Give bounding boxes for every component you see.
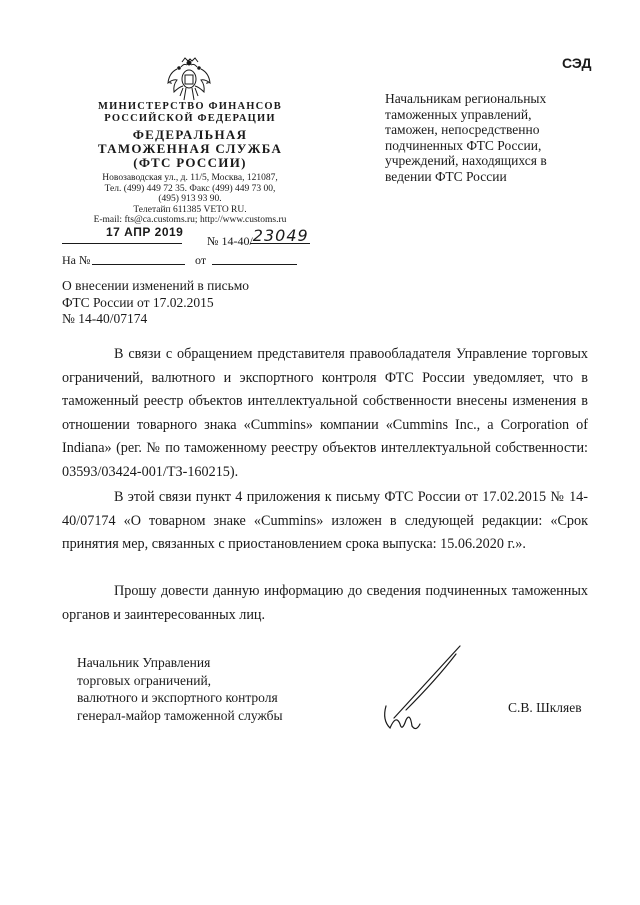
contact-line: Телетайп 611385 VETO RU.: [133, 204, 247, 215]
sed-mark: СЭД: [562, 55, 592, 71]
coat-of-arms-emblem-icon: [164, 55, 214, 105]
reg-number-handwritten: 23049: [252, 226, 309, 245]
body-paragraph-2: [62, 486, 588, 557]
service-line: ФЕДЕРАЛЬНАЯ: [132, 127, 248, 142]
contact-line: Тел. (499) 449 72 35. Факс (499) 449 73 00,: [104, 183, 276, 194]
contact-line: E-mail: fts@ca.customs.ru; http://www.customs.ru: [93, 215, 287, 225]
registration-number: [207, 226, 309, 249]
position-line: валютного и экспортного контроля: [77, 690, 278, 705]
handwritten-signature: [376, 640, 466, 740]
addressee-line: учреждений, находящихся в: [385, 153, 547, 168]
addressee-block: [385, 91, 595, 184]
addressee-line: подчиненных ФТС России,: [385, 137, 542, 153]
ministry-line: РОССИЙСКОЙ ФЕДЕРАЦИИ: [104, 113, 276, 124]
reference-number-label: На №: [62, 253, 91, 267]
paragraph-text: Прошу довести данную информацию до сведения подчиненных таможенных органов и заинтересованных лиц.: [62, 583, 588, 623]
subject-line: ФТС России от 17.02.2015: [62, 294, 214, 310]
service-line: ТАМОЖЕННАЯ СЛУЖБА: [97, 141, 283, 156]
subject-line: № 14-40/07174: [62, 311, 148, 326]
reg-prefix: № 14-40/: [207, 234, 253, 248]
position-line: торговых ограничений,: [77, 672, 212, 688]
position-line: генерал-майор таможенной службы: [77, 707, 283, 723]
ministry-name: [55, 101, 325, 125]
reg-underline: [250, 243, 310, 244]
reference-number-blank: [92, 264, 185, 265]
date-underline: [62, 243, 182, 244]
letter-subject: [62, 278, 249, 328]
ministry-line: МИНИСТЕРСТВО ФИНАНСОВ: [98, 101, 282, 112]
contacts-block: [55, 173, 325, 226]
subject-line: О внесении изменений в письмо: [62, 278, 250, 293]
contact-line: (495) 913 93 90.: [158, 194, 222, 204]
body-paragraph-3: [62, 580, 588, 627]
body-paragraph-1: [62, 343, 588, 484]
contact-line: Новозаводская ул., д. 11/5, Москва, 121087,: [102, 173, 278, 183]
paragraph-text: В связи с обращением представителя правообладателя Управление торговых ограничений, валютного и экспортного контроля ФТС России уведомляет, что в таможенный реестр объектов интеллектуальной собственности внесены изменения в отношении товарного знака «Cummins» компании «Cummins Inc., a Corporation of Indiana» (рег. № по таможенному реестру объектов интеллектуальной собственности: 03593/03424-001/ТЗ-160215).: [62, 346, 588, 480]
paragraph-text: В этой связи пункт 4 приложения к письму ФТС России от 17.02.2015 № 14-40/07174 «О товарном знаке «Cummins» изложен в следующей редакции: «Срок принятия мер, связанных с приостановлением срока выпуска: 15.06.2020 г.».: [62, 489, 588, 552]
signer-position: [77, 654, 283, 724]
signer-name: С.В. Шкляев: [508, 700, 582, 715]
position-line: Начальник Управления: [77, 655, 211, 670]
reference-date-blank: [212, 264, 297, 265]
addressee-line: ведении ФТС России: [385, 168, 507, 184]
addressee-line: таможенных управлений,: [385, 106, 532, 122]
reference-date-label: от: [195, 253, 207, 267]
service-line: (ФТС РОССИИ): [133, 155, 247, 170]
addressee-line: таможен, непосредственно: [385, 122, 540, 137]
service-name: [55, 128, 325, 170]
addressee-line: Начальникам региональных: [385, 91, 547, 106]
date-stamp: 17 АПР 2019: [106, 225, 184, 239]
